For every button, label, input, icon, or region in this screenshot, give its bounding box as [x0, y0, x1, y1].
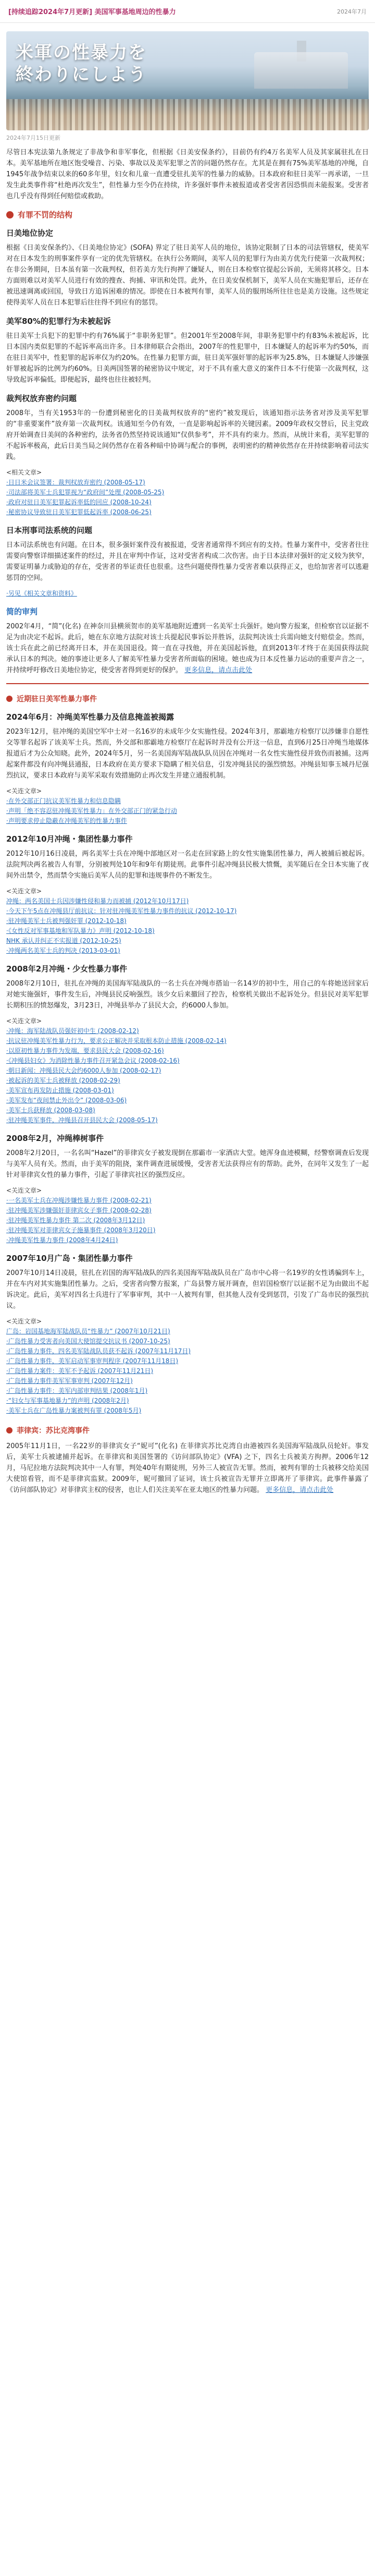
- hero-building: [254, 52, 348, 89]
- related-link[interactable]: ·秘密协议导致驻日美军犯罪低起诉率 (2008-06-25): [6, 508, 152, 516]
- publish-date: 2024年7月: [337, 8, 367, 15]
- related-link[interactable]: ·冲绳两名美军士兵的判决 (2013-03-01): [6, 947, 120, 954]
- related-links-label: <关连文章>: [6, 1187, 42, 1194]
- related-link[interactable]: ·广岛性暴力受害者向美国大使馆提交抗议书 (2007-10-25): [6, 1338, 170, 1345]
- related-link[interactable]: ·在外交部正门抗议美军性暴力和信息隐瞒: [6, 797, 121, 805]
- subheading-sofa: 日美地位协定: [6, 228, 54, 238]
- related-links-list-2007: [6, 1327, 369, 1416]
- incident-title-2012: 2012年10月冲绳・集团性暴力事件: [6, 834, 133, 844]
- related-link[interactable]: ·驻冲绳美军对菲律宾女子施暴事件 (2008年3月20日): [6, 1226, 156, 1234]
- incident-text-2012: 2012年10月16日凌晨，两名美军士兵在冲绳中部地区对一名走在回家路上的女性实施集团性暴力，两人被捕后被起诉。法院判决两名被告人有罪，分别被判处10年和9年有期徒刑。此事件引起冲绳县民极大愤慨，美军随后在全日本实施了夜间外出禁令，然而禁令实施后美军人员的犯罪和违规事件仍不断发生。: [6, 850, 369, 880]
- heading-jane-trial: 简的审判: [6, 607, 38, 616]
- paragraph-philippines-text: 2005年11月1日，一名22岁的菲律宾女子“妮可”(化名) 在菲律宾苏比克湾自由港被四名美国海军陆战队员轮奸。事发后，美军士兵被逮捕并起诉。在菲律宾和美国签署的《访问部队协定》(VFA) 之下，四名士兵被美方拘押。2006年12月，马尼拉地方法院判决其中一人有罪，判处40年有期徒刑，另外三人被宣告无罪。然而，被判有罪的士兵被移交给美国大使馆看管，而不是菲律宾监狱。2009年，妮可撤回了证词，该士兵被宣告无罪并立即离开了菲律宾。此事件暴露了《访问部队协定》对菲律宾主权的侵害，也让人们关注美军在亚太地区的性暴力问题。: [6, 1442, 369, 1494]
- divider: [6, 683, 369, 684]
- related-link[interactable]: ·冲绳：海军陆战队员强奸初中生 (2008-02-12): [6, 1027, 139, 1035]
- paragraph-jane-text: 2002年4月，“简”(化名) 在神奈川县横须贺市的美军基地附近遭到一名美军士兵强奸。她向警方报案，但检察官以证据不足为由决定不起诉。此后，她在东京地方法院对该士兵提起民事诉讼并胜诉，法院判决该士兵需向她支付赔偿金。然而，该士兵在此之前已经离开日本，并在美国退役。简一直在寻找他，并在美国起诉他，直到2013年才终于在美国获得法院承认日本的判决。她的事迹让更多人了解美军性暴力受害者所面临的困境。她也成为日本反性暴力运动的重要声音之一，并持续呼吁修改日美地位协定，使受害者得到更好的保护。: [6, 623, 369, 674]
- related-link[interactable]: 冲绳：两名美国士兵因涉嫌性侵和暴力而被捕 (2012年10月17日): [6, 897, 189, 905]
- heading-recent-incidents: [6, 694, 369, 704]
- related-link[interactable]: ·“妇女与军事基地暴力”的声明 (2008年2月): [6, 1397, 129, 1404]
- related-links-label: <相关文章>: [6, 469, 42, 476]
- related-link[interactable]: ·声明要求停止隐蔽在冲绳美军的性暴力事件: [6, 817, 127, 824]
- hero-slogan: [16, 42, 147, 86]
- incident-title-2007-hiroshima: 2007年10月广岛・集团性暴力事件: [6, 1254, 133, 1263]
- incident-title-2008-feb-girl: 2008年2月冲绳・少女性暴力事件: [6, 964, 128, 974]
- related-links-label: <关连文章>: [6, 1017, 42, 1025]
- related-link[interactable]: ·广岛性暴力事件，美军启动军事审判程序 (2007年11月18日): [6, 1357, 179, 1365]
- related-link[interactable]: ·广岛性暴力事件美军军事审判 (2007年12月): [6, 1377, 133, 1384]
- subheading-prosecution-rate: 美军80%的犯罪行为未被起诉: [6, 317, 111, 326]
- heading-recent-incidents-text: 近期驻日美军性暴力事件: [17, 695, 97, 703]
- related-links-list-2008b: [6, 1196, 369, 1245]
- page-title: [持续追踪2024年7月更新] 美国军事基地周边的性暴力: [8, 8, 176, 16]
- paragraph-philippines: [6, 1441, 369, 1496]
- related-link[interactable]: ·声明「绝不容忍驻冲绳美军性暴力」在外交部正门的紧急行动: [6, 807, 177, 815]
- subheading-secret-pact: 裁判权放弃密约问题: [6, 394, 77, 403]
- related-link[interactable]: ·司法部将美军士兵犯罪视为“政府间”处理 (2008-05-25): [6, 489, 165, 496]
- related-link[interactable]: 广岛：岩国基地海军陆战队员“性暴力” (2007年10月21日): [6, 1328, 170, 1335]
- related-link[interactable]: ·另见《相关文章和资料》: [6, 590, 77, 597]
- hero-slogan-line1: 米軍の性暴力を: [16, 42, 147, 63]
- related-links-list-2012: [6, 896, 369, 956]
- related-link[interactable]: ·驻冲绳美军性暴力事件 第二次 (2008年3月12日): [6, 1217, 145, 1224]
- hero-image: [6, 31, 369, 130]
- related-links-list-2008a: [6, 1026, 369, 1125]
- related-link[interactable]: ·广岛性暴力案件：美军不予起诉 (2007年11月21日): [6, 1367, 154, 1375]
- incident-text-2024: 2023年12月，驻冲绳的美国空军中士对一名16岁的未成年少女实施性侵。2024年3月，那霸地方检察厅以涉嫌非自愿性交等罪名起诉了该美军士兵。然而，外交部和那霸地方检察厅在起诉时并没有公开这一信息，直到6月25日冲绳当地媒体报道后才为公众知晓。此外，2024年5月，另一名美国海军陆战队队员因在冲绳对一名女性实施性侵并致伤而被捕。这两起案件都没有向冲绳县通报，日本政府在美方要求下隐瞒了相关信息，引发冲绳县民的强烈愤怒。冲绳县知事玉城丹尼强烈抗议，要求日本政府与美军采取有效措施防止再次发生并建立通报机制。: [6, 728, 369, 780]
- related-link[interactable]: ·美军宣布再发防止措施 (2008-03-01): [6, 1087, 114, 1094]
- article-body: [0, 147, 375, 1496]
- paragraph-sofa: 根据《日美安保条约》、《日美地位协定》(SOFA) 界定了驻日美军人员的地位，该协定限制了日本的司法管辖权，使美军对在日本发生的刑事案件享有一定的优先管辖权。在执行公务期间，美军人员的犯罪行为由美方优先行使第一次裁判权；在非公务期间，日本虽有第一次裁判权，但若美方先行拘押了嫌疑人，则在日本检察官提起公诉前，无须将其移交。日本方面则难以对美军人员进行有效的搜查、拘捕、审讯和处罚。此外，在日美安保机制下，美军人员在实施犯罪后，还存在被迅速调离或回国，导致日方追诉困难的情况。即使在日本被判有罪，美军人员的服刑场所往往也是美方设施。这些规定使得美军人员在日本犯罪后往往得不到应有的惩罚。: [6, 244, 369, 307]
- related-link[interactable]: ·一名美军士兵在冲绳涉嫌性暴力事件 (2008-02-21): [6, 1197, 152, 1204]
- philippines-more-link[interactable]: 更多信息，请点击此处: [266, 1486, 334, 1494]
- related-link[interactable]: ·冲绳美军性暴力事件 (2008年4月24日): [6, 1236, 118, 1244]
- related-link[interactable]: ·朝日新闻：冲绳县民大会约6000人参加 (2008-02-17): [6, 1067, 161, 1074]
- related-links-list: [6, 478, 369, 517]
- incident-text-2008-feb-girl: 2008年2月10日，驻扎在冲绳的美国海军陆战队的一名士兵在冲绳市搭讪一名14岁的初中生，用自己的车将她送回家后对她实施强奸，事件发生后，冲绳县民反响强烈。该少女后来撤回了控告，检察机关做出不起诉处分。但县民对美军犯罪长期积压的愤怒爆发，3月23日，冲绳县举办了县民大会，约6000人参加。: [6, 980, 369, 1010]
- paragraph-japan-justice: 日本司法系统也有问题。在日本，很多强奸案件没有被报道，受害者通常得不到应有的支持。性暴力案件中，受害者往往需要向警察详细描述案件的经过，并且在审判中作证，这对受害者构成二次伤害。由于日本法律对强奸的定义较为狭窄，需要证明暴力或胁迫的存在，受害者的举证责任也很重。这些问题使得性暴力受害者难以获得正义，也给加害者可以逃避惩罚的空间。: [6, 541, 369, 582]
- related-link[interactable]: ·政府对驻日美军犯罪起诉率低的回应 (2008-10-24): [6, 499, 152, 506]
- intro-paragraph: 尽管日本宪法第九条规定了非战争和非军事化，但根据《日美安保条约》，目前仍有约4万名美军人员及其家属驻扎在日本。美军基地所在地区饱受噪音、污染、事故以及美军犯罪之苦的问题仍然存在。尤其是在拥有75%美军基地的冲绳，自1945年战争结束以来的60多年里，妇女和儿童一直遭受驻扎美军的性暴力的威胁。日本政府和驻日美军一再承诺，一旦发生此类事件将“杜绝再次发生”，但性暴力至今仍在持续，许多强奸事件未被报道或者受害者因恐惧而未能报案。受害者也几乎没有得到任何赔偿或救助。: [6, 149, 369, 200]
- related-link[interactable]: ·广岛性暴力事件：美军内部审判结果 (2008年1月): [6, 1387, 148, 1394]
- related-link[interactable]: ·被起诉的美军士兵被释放 (2008-02-29): [6, 1077, 120, 1084]
- related-links-label: <关连文章>: [6, 1318, 42, 1325]
- red-dot-icon: [6, 1427, 12, 1433]
- related-link[interactable]: ·驻冲绳美军士兵被判强奸罪 (2012-10-18): [6, 917, 127, 925]
- related-link[interactable]: NHK 承认并纠正不实报道 (2012-10-25): [6, 937, 121, 944]
- section-heading-problems: [6, 209, 369, 220]
- related-links-list-2024: [6, 796, 369, 826]
- related-link[interactable]: ·以原初性暴力事件为发端，要求县民大会 (2008-02-16): [6, 1047, 164, 1054]
- related-link[interactable]: ·美军士兵获释放 (2008-03-08): [6, 1107, 95, 1114]
- paragraph-secret-pact: 2008年，当有关1953年的一份遭到秘密化的日美裁判权放弃的“密约”被发现后，该通知指示法务省对涉及美军犯罪的“非重要案件”放弃第一次裁判权。该通知至今仍有效，一直是影响起诉率的关键因素。2009年政权交替后，民主党政府开始调查日美间的各种密约，法务省仍然坚持说该通知“仅供参考”，并不具有约束力。然而，从统计来看，美军犯罪的不起诉率极高，此后日美当局之间仍然存在着各种暗中协调与配合的事例，表明密约的精神依然存在并持续影响着司法实践。: [6, 409, 369, 461]
- red-dot-icon: [6, 211, 14, 218]
- jane-more-link[interactable]: 更多信息，请点击此处: [184, 666, 253, 674]
- section-heading-text: 有罪不罚的结构: [18, 210, 73, 220]
- incident-title-2024: 2024年6月：冲绳美军性暴力及信息掩盖被揭露: [6, 712, 174, 722]
- related-link[interactable]: ·驻冲绳美军涉嫌强奸菲律宾女子事件 (2008-02-28): [6, 1207, 152, 1214]
- related-link[interactable]: ·驻冲绳美军事件，冲绳县召开县民大会 (2008-05-17): [6, 1116, 158, 1124]
- heading-philippines-text: 菲律宾：苏比克湾事件: [17, 1427, 90, 1435]
- hero-slogan-line2: 終わりにしよう: [16, 64, 147, 85]
- related-link[interactable]: ·抗议驻冲绳美军性暴力行为，要求公正解决并采取根本防止措施 (2008-02-14): [6, 1037, 227, 1044]
- related-link[interactable]: ·今天下午5点在冲绳县厅前抗议：针对驻冲绳美军性暴力事件的抗议 (2012-10-17): [6, 907, 237, 915]
- incident-title-2008-feb-hazel: 2008年2月，冲绳棒树事件: [6, 1134, 104, 1143]
- heading-philippines: [6, 1425, 369, 1436]
- related-link[interactable]: ·《冲绳县妇女》为消除性暴力事件召开紧急会议 (2008-02-16): [6, 1057, 180, 1064]
- hero-crowd: [6, 99, 369, 130]
- red-dot-icon: [6, 696, 12, 702]
- subheading-japan-justice: 日本刑事司法系统的问题: [6, 526, 93, 535]
- related-link[interactable]: ·日日米会议签署：裁判权放弃密约 (2008-05-17): [6, 479, 145, 486]
- related-links-label: <关连文章>: [6, 888, 42, 895]
- related-link[interactable]: ·广岛性暴力事件，四名美军陆战队员获不起诉 (2007年11月17日): [6, 1347, 191, 1355]
- related-link[interactable]: ·美军发布“夜间禁止外出令” (2008-03-06): [6, 1097, 127, 1104]
- incident-text-2007-hiroshima: 2007年10月14日凌晨，驻扎在岩国的海军陆战队的四名美国海军陆战队员在广岛市中心将一名19岁的女性诱骗到车上，并在车内对其实施集团性暴力。之后，受害者向警方报案，广岛县警方展开调查，但岩国检察厅以证据不足为由做出不起诉决定。此后，美军对四名士兵进行了军事审判，其中一人被判有罪，但其他人没有受到惩罚，引发了广岛市民的强烈抗议。: [6, 1269, 369, 1310]
- hero-caption: 2024年7月15日更新: [6, 135, 60, 141]
- related-link[interactable]: ·《女性反对军事基地和军队暴力》声明 (2012-10-18): [6, 927, 155, 934]
- related-links-list: [6, 589, 369, 599]
- related-link[interactable]: ·美军士兵在广岛性暴力案被判有罪 (2008年5月): [6, 1407, 142, 1414]
- incident-text-2008-feb-hazel: 2008年2月20日，一名名叫“Hazel”的菲律宾女子被发现倒在那霸市一家酒店大堂。她浑身血迹模糊，经警察调查后发现与美军人员有关。然而，由于美军的阻挠，案件调查进展缓慢，受害者无法获得应有的帮助。此外，在同年又发生了一起针对菲律宾女性的暴力事件，引起了菲律宾社区的强烈反应。: [6, 1149, 369, 1179]
- header-bar: [0, 0, 375, 23]
- paragraph-jane: [6, 621, 369, 676]
- paragraph-prosecution-rate: 驻日美军士兵犯下的犯罪中约有76%属于“非职务犯罪”。但2001年至2008年间，非职务犯罪中约有83%未被起诉，比日本国内类似犯罪的不起诉率高出许多。日本律师联合会指出，2007年的性犯罪中，日本嫌疑人的起诉率为约50%，而在驻日美军中，性犯罪的起诉率仅为约20%。在性暴力犯罪方面，驻日美军强奸罪的起诉率为25.8%，日本嫌疑人涉嫌强奸罪被起诉的比例为约60%。日美两国签署的秘密协议中规定，对于不具有重大意义的案件日本不行使第一次裁判权，这导致起诉率偏低。即便起诉，最终也往往被轻判。: [6, 332, 369, 384]
- related-links-label: <关连文章>: [6, 787, 42, 795]
